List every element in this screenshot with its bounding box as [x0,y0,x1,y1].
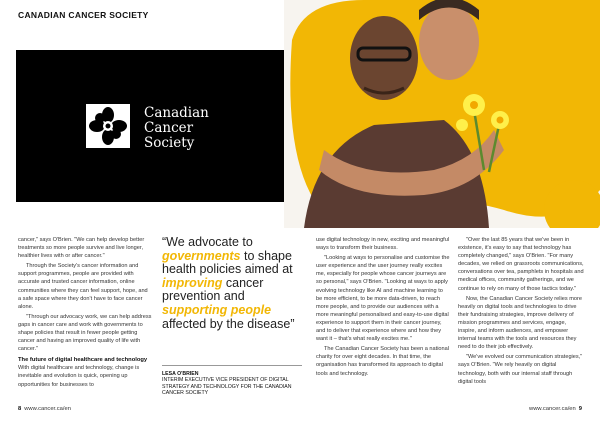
quote-text: affected by the disease” [162,316,295,331]
footer-url-left[interactable]: www.cancer.ca/en [24,406,71,412]
footer-url-right[interactable]: www.cancer.ca/en [529,406,576,412]
quote-text: cancer prevention and [162,275,264,304]
attribution-name: LESA O'BRIEN [162,371,199,377]
quote-highlight: governments [162,248,241,263]
portrait-photo [284,0,600,228]
quote-highlight: supporting people [162,302,272,317]
logo-line-1: Canadian [144,105,209,121]
paragraph: "We've evolved our communication strategies," says O'Brien. "We rely heavily on digital technology, both with our internal staff through digital tools [458,354,583,385]
logo-line-3: Society [144,135,195,151]
quote-highlight: improving [162,275,223,290]
paragraph: "Through our advocacy work, we can help address gaps in cancer care and work with governments to shape policies that result in fewer people getting cancer and having an improved quality of life with cancer." [18,313,152,353]
daffodil-logo-icon [86,104,130,148]
quote-text: “We advocate to [162,235,253,249]
paragraph: Through the Society's cancer information and support programmes, people are provided with accurate and trusted cancer information, online communities where they can feel support, hope, and a safe space where they don't have to face cancer alone. [18,263,148,310]
page-number-left: 8 [18,406,22,412]
quote-divider [162,365,302,366]
footer-left [18,406,71,412]
section-header: CANADIAN CANCER SOCIETY [18,10,149,20]
paragraph: "Looking at ways to personalise and customise the user experience and the user journey really excites me, especially for people whose cancer journeys are so personal," says O'Brien. "Looking at ways to apply evolving technology like AI and machine learning to be more efficient, to be more data-driven, to reach more people, and to provide our audiences with a more meaningful personalised and easy-to-use digital experience to support them in their cancer journey, and to deliver that experience where and how they want it – that's what really excites me." [316,255,450,343]
paragraph: cancer," says O'Brien. "We can help develop better treatments so more people survive and live longer, healthier lives with or after cancer." [18,237,145,260]
pull-quote [162,236,302,331]
logo-wordmark [144,106,209,151]
logo-panel [16,50,284,202]
paragraph: Now, the Canadian Cancer Society relies more heavily on digital tools and technologies to drive their fundraising strategies, improve delivery of mission programmes and services, engage, inspire, and inform audiences, and empower internal teams with the tools and resources they need to do their job effectively. [458,295,582,351]
footer-right [529,406,582,412]
attribution-title: INTERIM EXECUTIVE VICE PRESIDENT OF DIGITAL STRATEGY AND TECHNOLOGY FOR THE CANADIAN CANCER SOCIETY [162,377,292,397]
quote-attribution [162,371,312,397]
paragraph: "Over the last 85 years that we've been in existence, it's easy to say that technology has completely changed," says O'Brien. "For many decades, we relied on grassroots communications, conversations over tea, pamphlets in hospitals and medical offices, community gatherings, and we continue to rely on many of those tactics today." [458,237,584,292]
subheading: The future of digital healthcare and technology [18,357,148,364]
paragraph: The Canadian Cancer Society has been a national charity for over eight decades. In that time, the organisation has transformed its approach to digital tools and technology. [316,346,450,377]
column-3 [316,236,450,380]
paragraph: With digital healthcare and technology, change is inevitable and evolution is quick, opening up opportunities for businesses to [18,365,140,388]
column-4 [458,236,584,388]
column-1 [18,236,152,391]
paragraph: use digital technology in new, exciting and meaningful ways to transform their business. [316,237,450,252]
logo-line-2: Cancer [144,120,194,136]
page-number-right: 9 [578,406,582,412]
quote-text: to shape health policies aimed at [162,248,293,277]
